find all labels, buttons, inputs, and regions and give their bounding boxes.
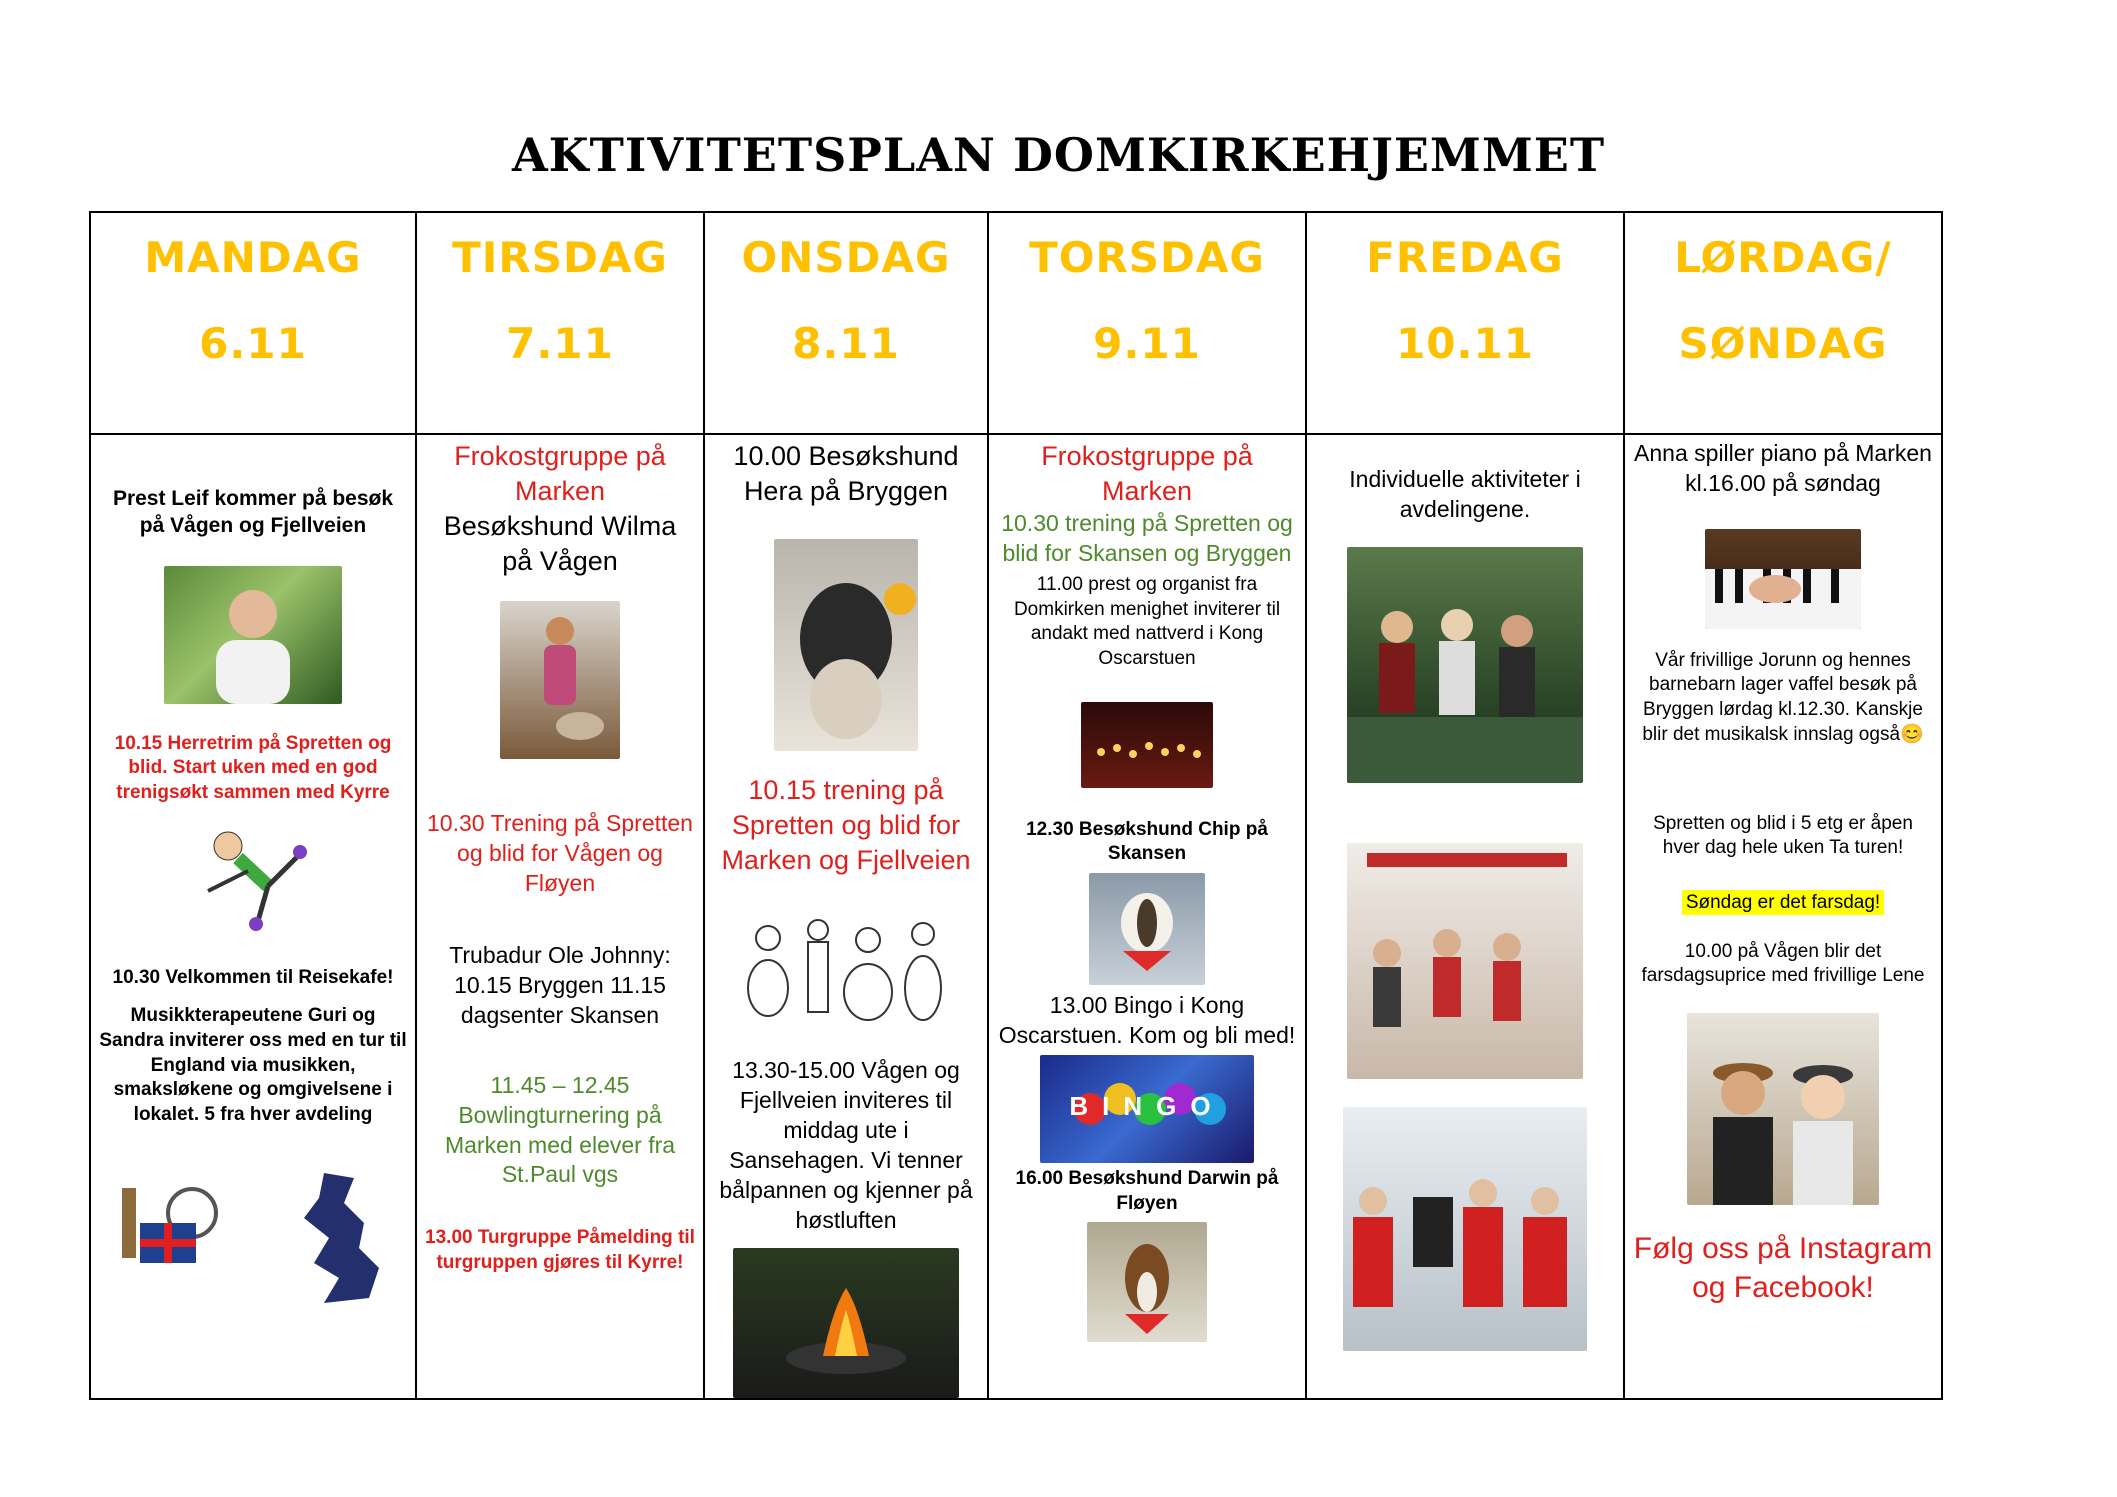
header-row (90, 212, 1942, 434)
day-header-tirsdag: TIRSDAG 7.11 (416, 212, 704, 434)
tirsdag-besokshund: Besøkshund Wilma på Vågen (443, 511, 677, 577)
column-onsdag (704, 434, 988, 1399)
red-choir-photo (1343, 1107, 1587, 1351)
helg-piano: Anna spiller piano på Marken kl.16.00 på søndag (1634, 440, 1932, 496)
column-torsdag (988, 434, 1306, 1399)
dog-wilma-photo (500, 601, 620, 759)
day-header-mandag: MANDAG 6.11 (90, 212, 416, 434)
torsdag-bingo: 13.00 Bingo i Kong Oscarstuen. Kom og bli med! (998, 992, 1296, 1048)
page-title: AKTIVITETSPLAN DOMKIRKEHJEMMET (511, 128, 1606, 182)
torsdag-chip: 12.30 Besøkshund Chip på Skansen (1026, 818, 1268, 865)
torsdag-darwin: 16.00 Besøkshund Darwin på Fløyen (1015, 1167, 1279, 1214)
day-header-fredag: FREDAG 10.11 (1306, 212, 1624, 434)
torsdag-frokost: Frokostgruppe på Marken (1041, 441, 1253, 507)
exercise-group-cartoon-image (738, 908, 954, 1032)
torsdag-andakt: 11.00 prest og organist fra Domkirken menighet inviterer til andakt med nattverd i Kong Oscarstuen (1013, 573, 1281, 670)
tirsdag-bowling: 11.45 – 12.45 Bowlingturnering på Marken med elever fra St.Paul vgs (444, 1071, 676, 1188)
torsdag-trening: 10.30 trening på Spretten og blid for Skansen og Bryggen (1001, 510, 1293, 567)
fire-pan-photo (733, 1248, 959, 1398)
volunteer-couple-photo (1687, 1013, 1879, 1205)
exercise-cartoon-image (188, 816, 318, 936)
helg-vaffel: Vår frivillige Jorunn og hennes barnebarn lager vaffel besøk på Bryggen lørdag kl.12.30. Kanskje blir det musikalsk innslag også😊 (1642, 649, 1924, 745)
tirsdag-trubadur: Trubadur Ole Johnny: 10.15 Bryggen 11.15 dagsenter Skansen (449, 942, 671, 1028)
uk-map-image (284, 1168, 394, 1308)
helg-spretten: Spretten og blid i 5 etg er åpen hver dag hele uken Ta turen! (1653, 812, 1913, 859)
fredag-aktiviteter: Individuelle aktiviteter i avdelingene. (1349, 466, 1581, 522)
column-mandag (90, 434, 416, 1399)
london-collage-image (112, 1168, 222, 1278)
mandag-herretrim: 10.15 Herretrim på Spretten og blid. Start uken med en god trenigsøkt sammen med Kyrre (114, 732, 392, 803)
dog-hera-photo (774, 539, 918, 751)
onsdag-trening: 10.15 trening på Spretten og blid for Marken og Fjellveien (721, 775, 971, 876)
content-row (90, 434, 1942, 1399)
column-fredag (1306, 434, 1624, 1399)
bingo-image (1040, 1055, 1254, 1163)
onsdag-middag: 13.30-15.00 Vågen og Fjellveien inviteres til middag ute i Sansehagen. Vi tenner bålpannen og kjenner på høstluften (719, 1057, 973, 1233)
helg-instagram: Følg oss på Instagram og Facebook! (1633, 1231, 1933, 1304)
helg-farsdag: Søndag er det farsdag! (1682, 890, 1884, 915)
england-images (91, 1168, 415, 1308)
tirsdag-trening: 10.30 Trening på Spretten og blid for Vågen og Fløyen (427, 810, 693, 897)
mandag-visit: Prest Leif kommer på besøk på Vågen og Fjellveien (112, 487, 394, 538)
dog-darwin-photo (1087, 1222, 1207, 1342)
piano-photo (1705, 529, 1861, 629)
onsdag-besokshund: 10.00 Besøkshund Hera på Bryggen (733, 441, 959, 507)
column-tirsdag (416, 434, 704, 1399)
concert-audience-photo (1347, 843, 1583, 1079)
residents-outdoor-photo (1347, 547, 1583, 783)
activity-table (89, 211, 1943, 1400)
priest-photo (164, 566, 342, 704)
tirsdag-frokost: Frokostgruppe på Marken (454, 441, 666, 507)
tirsdag-turgruppe: 13.00 Turgruppe Påmelding til turgruppen gjøres til Kyrre! (425, 1227, 695, 1273)
dog-chip-photo (1089, 873, 1205, 985)
bingo-sign-text: BINGO (1069, 1090, 1225, 1121)
column-helg (1624, 434, 1942, 1399)
mandag-reisekafe: 10.30 Velkommen til Reisekafe! (112, 966, 394, 988)
day-header-helg: LØRDAG/ SØNDAG (1624, 212, 1942, 434)
candles-photo (1081, 702, 1213, 788)
helg-farsdag-surprise: 10.00 på Vågen blir det farsdagsuprice med frivillige Lene (1641, 940, 1925, 987)
mandag-musikk: Musikkterapeutene Guri og Sandra inviterer oss med en tur til England via musikken, smaksløkene og omgivelsene i lokalet. 5 fra hver avdeling (99, 1005, 407, 1126)
day-header-onsdag: ONSDAG 8.11 (704, 212, 988, 434)
day-header-torsdag: TORSDAG 9.11 (988, 212, 1306, 434)
